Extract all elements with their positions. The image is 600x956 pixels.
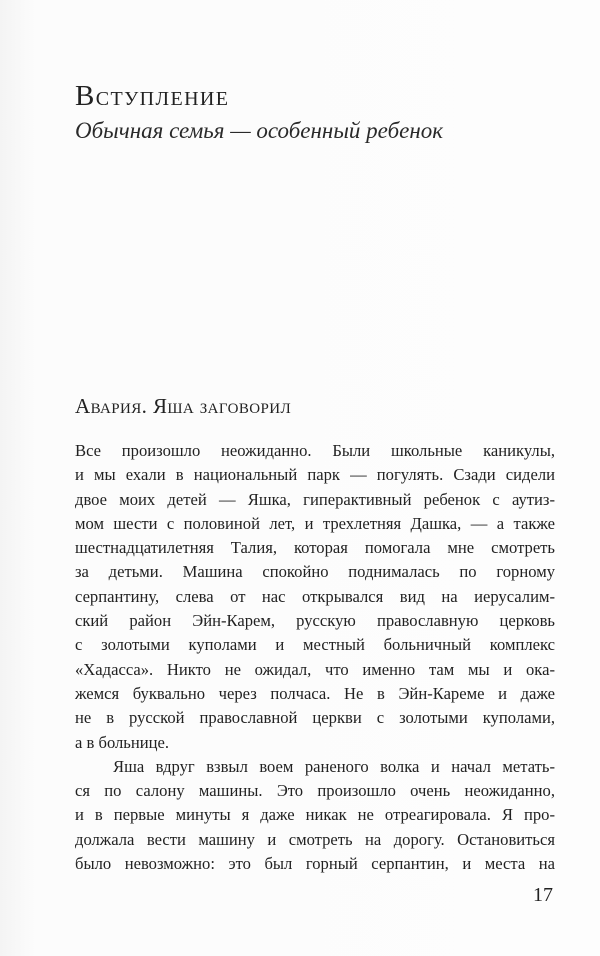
text-line: не в русской православной церкви с золотыми куполами, — [75, 708, 555, 728]
text-line: с золотыми куполами и местный больничный комплекс — [75, 635, 555, 655]
section-heading: Авария. Яша заговорил — [75, 394, 292, 418]
text-line: шестнадцатилетняя Талия, которая помогала мне смотреть — [75, 538, 555, 558]
text-line: было невозможно: это был горный серпантин, и места на — [75, 854, 555, 874]
page-number: 17 — [533, 884, 553, 906]
chapter-subtitle: Обычная семья — особенный ребенок — [75, 118, 444, 143]
text-line: ский район Эйн-Карем, русскую православную церковь — [75, 611, 555, 631]
text-line: Все произошло неожиданно. Были школьные каникулы, — [75, 441, 555, 460]
body-text — [75, 439, 555, 876]
text-line: ся по салону машины. Это произошло очень неожиданно, — [75, 781, 555, 801]
text-line: Яша вдруг взвыл воем раненого волка и начал метать- — [113, 756, 555, 776]
text-line: мом шести с половиной лет, и трехлетняя Дашка, — а также — [75, 513, 555, 533]
text-line: двое моих детей — Яшка, гиперактивный ребенок с аутиз- — [75, 489, 555, 509]
text-line: «Хадасса». Никто не ожидал, что именно там мы и ока- — [75, 659, 555, 679]
text-line: а в больнице. — [75, 732, 170, 752]
text-line: серпантину, слева от нас открывался вид на иерусалим- — [75, 586, 555, 606]
text-line: жемся буквально через полчаса. Не в Эйн-Кареме и даже — [75, 683, 555, 703]
text-line: и в первые минуты я даже никак не отреагировала. Я про- — [75, 805, 555, 825]
chapter-title: Вступление — [75, 80, 230, 112]
text-line: и мы ехали в национальный парк — погулять. Сзади сидели — [75, 465, 555, 485]
text-line: должала вести машину и смотреть на дорогу. Остановиться — [75, 829, 555, 849]
text-line: за детьми. Машина спокойно поднималась по горному — [75, 562, 555, 582]
